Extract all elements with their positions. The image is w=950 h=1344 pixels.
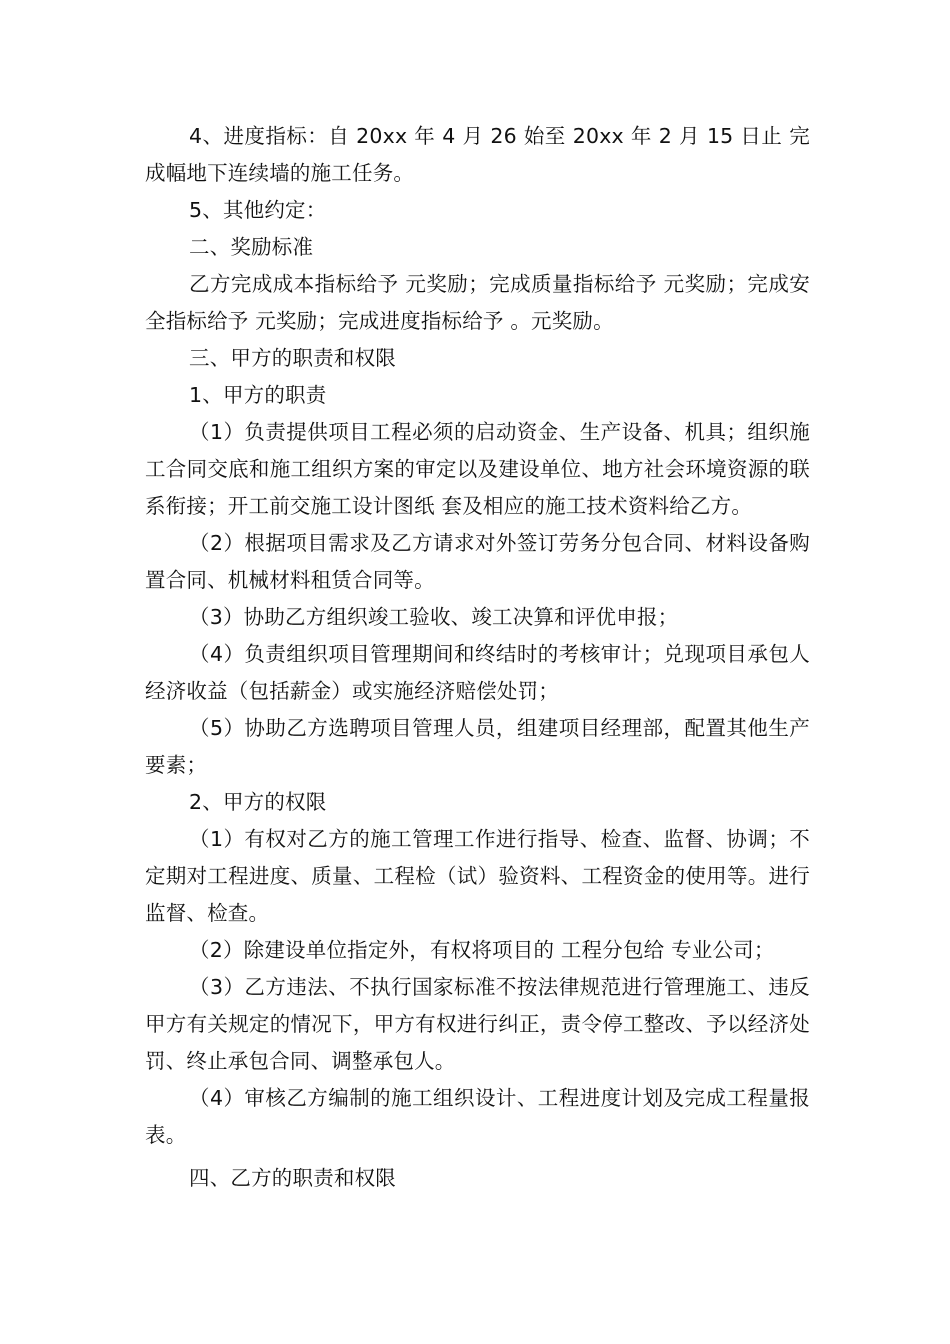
paragraph-reward-details: 乙方完成成本指标给予 元奖励；完成质量指标给予 元奖励；完成安全指标给予 元奖励；完成进度指标给予 。元奖励。 — [145, 272, 810, 333]
paragraph-progress-target: 4、进度指标：自 20xx 年 4 月 26 始至 20xx 年 2 月 15 日止 完成幅地下连续墙的施工任务。 — [145, 124, 810, 185]
heading-party-a-rights: 2、甲方的权限 — [189, 790, 327, 814]
paragraph-duty-4: （4）负责组织项目管理期间和终结时的考核审计；兑现项目承包人经济收益（包括薪金）或实施经济赔偿处罚； — [145, 642, 810, 703]
heading-party-b-duties-rights: 四、乙方的职责和权限 — [189, 1166, 396, 1190]
paragraph-duty-5: （5）协助乙方选聘项目管理人员，组建项目经理部，配置其他生产要素； — [145, 716, 810, 777]
heading-party-a-duties-rights: 三、甲方的职责和权限 — [189, 346, 396, 370]
heading-reward-standard: 二、奖励标准 — [189, 235, 314, 259]
paragraph-duty-1: （1）负责提供项目工程必须的启动资金、生产设备、机具；组织施工合同交底和施工组织方案的审定以及建设单位、地方社会环境资源的联系衔接；开工前交施工设计图纸 套及相应的施工技术资料给乙方。 — [145, 420, 810, 518]
paragraph-right-3: （3）乙方违法、不执行国家标准不按法律规范进行管理施工、违反甲方有关规定的情况下，甲方有权进行纠正，责令停工整改、予以经济处罚、终止承包合同、调整承包人。 — [145, 975, 810, 1073]
paragraph-right-4: （4）审核乙方编制的施工组织设计、工程进度计划及完成工程量报表。 — [145, 1086, 810, 1147]
paragraph-right-2: （2）除建设单位指定外，有权将项目的 工程分包给 专业公司； — [189, 938, 775, 962]
paragraph-duty-3: （3）协助乙方组织竣工验收、竣工决算和评优申报； — [189, 605, 679, 629]
paragraph-right-1: （1）有权对乙方的施工管理工作进行指导、检查、监督、协调；不定期对工程进度、质量、工程检（试）验资料、工程资金的使用等。进行监督、检查。 — [145, 827, 810, 925]
heading-party-a-duties: 1、甲方的职责 — [189, 383, 327, 407]
document-body — [145, 118, 810, 1197]
paragraph-other-terms: 5、其他约定： — [189, 198, 327, 222]
paragraph-duty-2: （2）根据项目需求及乙方请求对外签订劳务分包合同、材料设备购置合同、机械材料租赁合同等。 — [145, 531, 810, 592]
